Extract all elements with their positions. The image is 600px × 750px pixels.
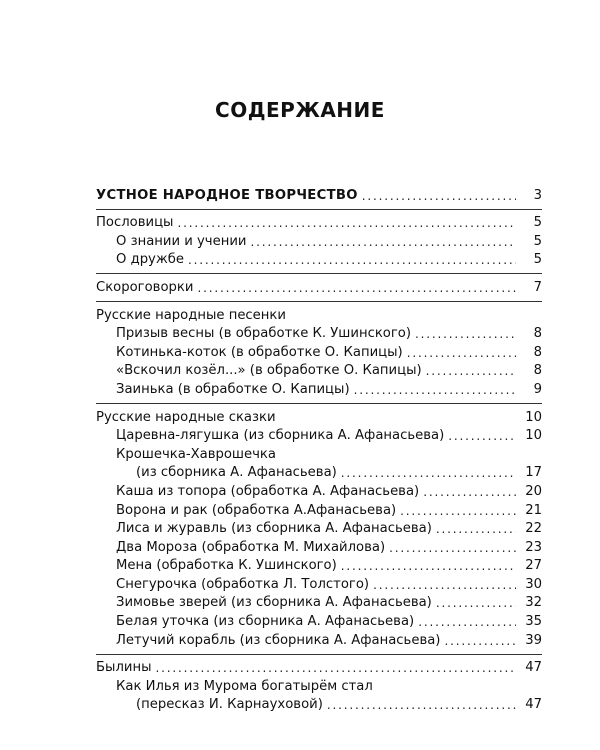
toc-entry-page: 17 xyxy=(525,465,542,481)
toc-entry[interactable] xyxy=(96,464,542,483)
section-divider xyxy=(96,654,542,655)
toc-entry-title: Летучий корабль (из сборника А. Афанасьева) xyxy=(116,632,441,648)
toc-leader-dots xyxy=(188,252,516,269)
toc-leader-dots xyxy=(341,558,516,575)
toc-leader-dots xyxy=(327,697,516,714)
toc-leader-dots xyxy=(436,521,516,538)
toc-leader-dots xyxy=(197,280,516,297)
toc-entry[interactable] xyxy=(96,343,542,362)
toc-entry-page: 21 xyxy=(525,502,542,518)
toc-entry[interactable] xyxy=(96,594,542,613)
toc-entry[interactable] xyxy=(96,362,542,381)
toc-entry-title: Заинька (в обработке О. Капицы) xyxy=(116,381,350,397)
toc-entry-page: 47 xyxy=(525,697,542,713)
toc-entry-title: Белая уточка (из сборника А. Афанасьева) xyxy=(116,614,415,630)
toc-leader-dots xyxy=(436,595,516,612)
toc-entry-page: 22 xyxy=(525,521,542,537)
toc-entry[interactable] xyxy=(96,696,542,715)
toc-leader-dots xyxy=(415,326,516,343)
toc-entry[interactable] xyxy=(96,380,542,399)
toc-entry[interactable] xyxy=(96,445,542,464)
toc-entry-title: Лиса и журавль (из сборника А. Афанасьева) xyxy=(116,521,432,537)
toc-entry-title: Как Илья из Мурома богатырём стал xyxy=(116,678,373,694)
toc-leader-dots xyxy=(407,345,516,362)
toc-entry-title: Былины xyxy=(96,660,152,676)
toc-entry-page: 39 xyxy=(525,632,542,648)
toc-entry[interactable] xyxy=(96,538,542,557)
toc-entry-title: О дружбе xyxy=(116,252,184,268)
toc-leader-dots xyxy=(400,503,516,520)
toc-entry-page: 8 xyxy=(533,344,542,360)
toc-entry-title: Каша из топора (обработка А. Афанасьева) xyxy=(116,483,420,499)
toc-entry-page: 35 xyxy=(525,614,542,630)
toc-leader-dots xyxy=(448,428,516,445)
toc-entry[interactable] xyxy=(96,631,542,650)
toc-entry-page: 32 xyxy=(525,595,542,611)
toc-entry-title: Русские народные сказки xyxy=(96,409,276,425)
toc-leader-dots xyxy=(250,234,516,251)
toc-entry-page: 7 xyxy=(533,279,542,295)
toc-leader-dots xyxy=(423,484,516,501)
toc-entry-title: УСТНОЕ НАРОДНОЕ ТВОРЧЕСТВО xyxy=(96,187,358,203)
toc-entry-page: 20 xyxy=(525,483,542,499)
toc-entry-page: 47 xyxy=(525,660,542,676)
toc-leader-dots xyxy=(354,382,516,399)
toc-entry-page: 3 xyxy=(533,187,542,203)
toc-entry[interactable] xyxy=(96,482,542,501)
toc-entry[interactable] xyxy=(96,520,542,539)
section-divider xyxy=(96,209,542,210)
toc-entry-title: Царевна-лягушка (из сборника А. Афанасьева) xyxy=(116,428,445,444)
toc-entry[interactable] xyxy=(96,575,542,594)
toc-entry-title: (из сборника А. Афанасьева) xyxy=(136,465,337,481)
toc-leader-dots xyxy=(177,215,516,232)
toc-entry-title: Ворона и рак (обработка А.Афанасьева) xyxy=(116,502,397,518)
toc-leader-dots xyxy=(373,577,516,594)
toc-entry-title: Два Мороза (обработка М. Михайлова) xyxy=(116,539,386,555)
toc-entry[interactable] xyxy=(96,557,542,576)
toc-entry[interactable] xyxy=(96,325,542,344)
toc-entry[interactable] xyxy=(96,214,542,233)
toc-entry-title: Котинька-коток (в обработке О. Капицы) xyxy=(116,344,403,360)
toc-entry-page: 10 xyxy=(525,409,542,425)
toc-entry[interactable] xyxy=(96,501,542,520)
toc-entry-title: Зимовье зверей (из сборника А. Афанасьева) xyxy=(116,595,432,611)
toc-entry-page: 5 xyxy=(533,252,542,268)
toc-entry[interactable] xyxy=(96,232,542,251)
toc-entry-title: «Вскочил козёл...» (в обработке О. Капицы) xyxy=(116,363,422,379)
toc-entry-title: Русские народные песенки xyxy=(96,307,286,323)
toc-entry-title: (пересказ И. Карнауховой) xyxy=(136,697,323,713)
toc-leader-dots xyxy=(389,540,516,557)
toc-entry-title: Крошечка-Хаврошечка xyxy=(116,446,276,462)
toc-entry[interactable] xyxy=(96,612,542,631)
toc-entry[interactable] xyxy=(96,186,542,205)
toc-entry[interactable] xyxy=(96,677,542,696)
page-title: СОДЕРЖАНИЕ xyxy=(215,98,385,122)
table-of-contents xyxy=(96,186,542,714)
toc-leader-dots xyxy=(444,633,516,650)
toc-entry-page: 27 xyxy=(525,558,542,574)
toc-entry-page: 5 xyxy=(533,233,542,249)
toc-entry-title: О знании и учении xyxy=(116,233,247,249)
toc-entry[interactable] xyxy=(96,659,542,678)
toc-entry-page: 8 xyxy=(533,363,542,379)
toc-entry-page: 23 xyxy=(525,539,542,555)
toc-entry-page: 9 xyxy=(533,381,542,397)
toc-entry[interactable] xyxy=(96,306,542,325)
toc-entry[interactable] xyxy=(96,251,542,270)
toc-entry-title: Скороговорки xyxy=(96,279,194,295)
toc-leader-dots xyxy=(362,188,516,205)
section-divider xyxy=(96,301,542,302)
toc-leader-dots xyxy=(426,363,516,380)
toc-leader-dots xyxy=(341,465,516,482)
toc-leader-dots xyxy=(156,660,517,677)
toc-entry-page: 5 xyxy=(533,215,542,231)
section-divider xyxy=(96,273,542,274)
toc-entry[interactable] xyxy=(96,408,542,427)
toc-entry-page: 10 xyxy=(525,428,542,444)
toc-entry-title: Пословицы xyxy=(96,215,174,231)
toc-entry-title: Призыв весны (в обработке К. Ушинского) xyxy=(116,326,411,342)
toc-entry-title: Снегурочка (обработка Л. Толстого) xyxy=(116,576,370,592)
toc-entry-page: 30 xyxy=(525,576,542,592)
toc-entry-title: Мена (обработка К. Ушинского) xyxy=(116,558,337,574)
toc-entry[interactable] xyxy=(96,427,542,446)
section-divider xyxy=(96,403,542,404)
toc-leader-dots xyxy=(418,614,516,631)
toc-entry-page: 8 xyxy=(533,326,542,342)
toc-entry[interactable] xyxy=(96,278,542,297)
